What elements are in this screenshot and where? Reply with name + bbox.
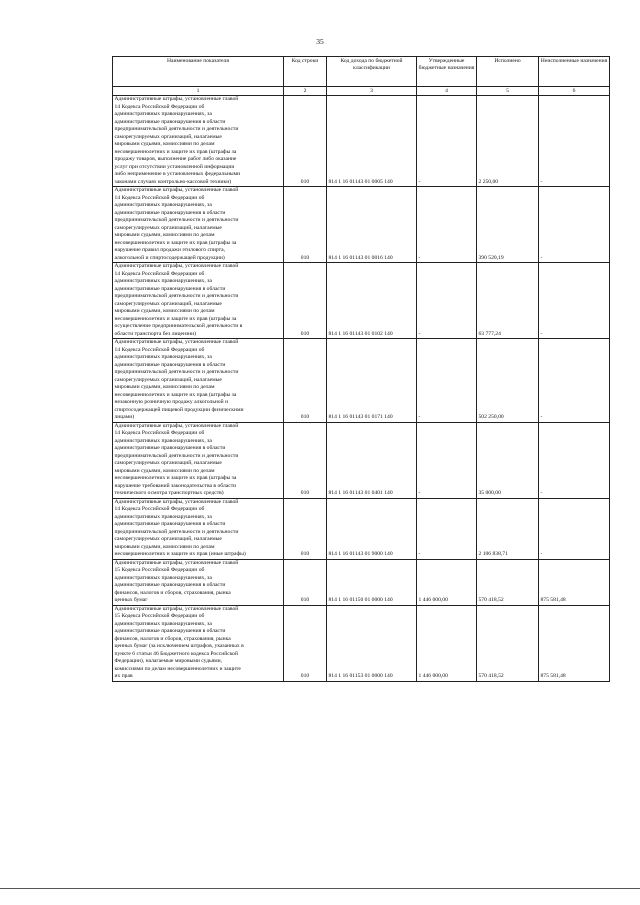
page-number: 35 (316, 37, 324, 46)
header-income-code: Код дохода по бюджетной классификации (327, 57, 417, 87)
page-bottom-rule (0, 888, 640, 889)
column-number: 4 (417, 87, 477, 96)
table-row (113, 559, 610, 605)
budget-execution-table (112, 56, 610, 682)
approved-value: - (417, 96, 477, 187)
line-code: 010 (284, 187, 327, 263)
column-number: 2 (284, 87, 327, 96)
column-number: 3 (327, 87, 417, 96)
indicator-name: Административные штрафы, установленные главой 14 Кодекса Российской Федерации об административных правонарушениях, за административные правонарушения в области предпринимательской деятельности и деятельности саморегулируемых организаций, налагаемые мировыми судьями, комиссиями по делам несовершеннолетних и защите их прав (штрафы за осуществление предпринимательской деятельности в области транспорта без лицензии) (113, 263, 284, 339)
unexecuted-value: - (539, 339, 610, 423)
executed-value: 2 106 838,71 (477, 498, 539, 559)
income-code: 814 1 16 01143 01 9000 140 (327, 498, 417, 559)
indicator-name: Административные штрафы, установленные главой 14 Кодекса Российской Федерации об административных правонарушениях, за административные правонарушения в области предпринимательской деятельности и деятельности саморегулируемых организаций, налагаемые мировыми судьями, комиссиями по делам несовершеннолетних и защите их прав (иные штрафы) (113, 498, 284, 559)
income-code: 814 1 16 01143 01 0102 140 (327, 263, 417, 339)
executed-value: 570 418,52 (477, 559, 539, 605)
approved-value: - (417, 422, 477, 498)
approved-value: 1 446 000,00 (417, 559, 477, 605)
approved-value: - (417, 263, 477, 339)
column-number: 5 (477, 87, 539, 96)
indicator-name: Административные штрафы, установленные главой 14 Кодекса Российской Федерации об административных правонарушениях, за административные правонарушения в области предпринимательской деятельности и деятельности саморегулируемых организаций, налагаемые мировыми судьями, комиссиями по делам несовершеннолетних и защите их прав (штрафы за незаконную розничную продажу алкогольной и спиртосодержащей пищевой продукции физическими лицами) (113, 339, 284, 423)
unexecuted-value: - (539, 498, 610, 559)
line-code: 010 (284, 263, 327, 339)
approved-value: 1 446 000,00 (417, 605, 477, 681)
header-approved: Утвержденные бюджетные назначения (417, 57, 477, 87)
table-row (113, 96, 610, 187)
line-code: 010 (284, 605, 327, 681)
income-code: 814 1 16 01143 01 0171 140 (327, 339, 417, 423)
table-row (113, 187, 610, 263)
executed-value: 2 250,00 (477, 96, 539, 187)
indicator-name: Административные штрафы, установленные главой 14 Кодекса Российской Федерации об административных правонарушениях, за административные правонарушения в области предпринимательской деятельности и деятельности саморегулируемых организаций, налагаемые мировыми судьями, комиссиями по делам несовершеннолетних и защите их прав (штрафы за нарушение требований законодательства в области технического осмотра транспортных средств) (113, 422, 284, 498)
executed-value: 63 777,24 (477, 263, 539, 339)
line-code: 010 (284, 498, 327, 559)
header-row (113, 57, 610, 87)
unexecuted-value: - (539, 263, 610, 339)
header-executed: Исполнено (477, 57, 539, 87)
executed-value: 502 250,00 (477, 339, 539, 423)
column-number-row (113, 87, 610, 96)
line-code: 010 (284, 422, 327, 498)
table-row (113, 263, 610, 339)
approved-value: - (417, 498, 477, 559)
unexecuted-value: 875 581,48 (539, 559, 610, 605)
indicator-name: Административные штрафы, установленные главой 14 Кодекса Российской Федерации об административных правонарушениях, за административные правонарушения в области предпринимательской деятельности и деятельности саморегулируемых организаций, налагаемые мировыми судьями, комиссиями по делам несовершеннолетних и защите их прав (штрафы за нарушение правил продажи этилового спирта, алкогольной и спиртосодержащей продукции) (113, 187, 284, 263)
executed-value: 390 520,19 (477, 187, 539, 263)
table-row (113, 339, 610, 423)
income-code: 814 1 16 01143 01 0016 140 (327, 187, 417, 263)
line-code: 010 (284, 559, 327, 605)
unexecuted-value: - (539, 96, 610, 187)
approved-value: - (417, 187, 477, 263)
unexecuted-value: - (539, 187, 610, 263)
executed-value: 570 418,52 (477, 605, 539, 681)
income-code: 814 1 16 01143 01 0401 140 (327, 422, 417, 498)
unexecuted-value: 875 581,48 (539, 605, 610, 681)
income-code: 814 1 16 01150 01 0000 140 (327, 559, 417, 605)
line-code: 010 (284, 96, 327, 187)
unexecuted-value: - (539, 422, 610, 498)
approved-value: - (417, 339, 477, 423)
header-indicator-name: Наименование показателя (113, 57, 284, 87)
indicator-name: Административные штрафы, установленные главой 14 Кодекса Российской Федерации об административных правонарушениях, за административные правонарушения в области предпринимательской деятельности и деятельности саморегулируемых организаций, налагаемые мировыми судьями, комиссиями по делам несовершеннолетних и защите их прав (штрафы за продажу товаров, выполнение работ либо оказание услуг при отсутствии установленной информации либо неприменение в установленных федеральными законами случаях контрольно-кассовой техники) (113, 96, 284, 187)
income-code: 814 1 16 01153 01 0000 140 (327, 605, 417, 681)
line-code: 010 (284, 339, 327, 423)
header-unexecuted: Неисполненные назначения (539, 57, 610, 87)
header-line-code: Код строки (284, 57, 327, 87)
indicator-name: Административные штрафы, установленные главой 15 Кодекса Российской Федерации об административных правонарушениях, за административные правонарушения в области финансов, налогов и сборов, страхования, рынка ценных бумаг (113, 559, 284, 605)
income-code: 814 1 16 01143 01 0005 140 (327, 96, 417, 187)
table-row (113, 498, 610, 559)
column-number: 6 (539, 87, 610, 96)
indicator-name: Административные штрафы, установленные главой 15 Кодекса Российской Федерации об административных правонарушениях, за административные правонарушения в области финансов, налогов и сборов, страхования, рынка ценных бумаг (за исключением штрафов, указанных в пункте 6 статьи 46 Бюджетного кодекса Российской Федерации), налагаемые мировыми судьями, комиссиями по делам несовершеннолетних и защите их прав (113, 605, 284, 681)
column-number: 1 (113, 87, 284, 96)
table-row (113, 605, 610, 681)
table-row (113, 422, 610, 498)
executed-value: 35 000,00 (477, 422, 539, 498)
